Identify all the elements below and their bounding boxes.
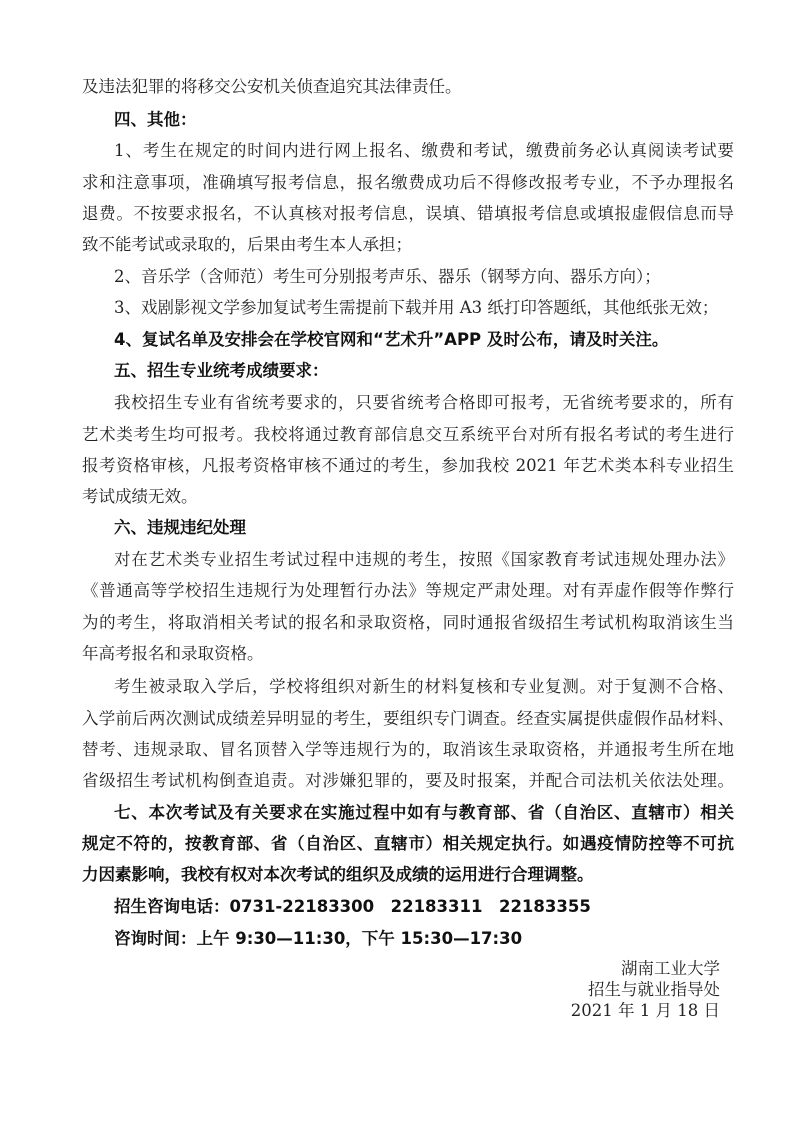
paragraph-line: 入学前后两次测试成绩差异明显的考生，要组织专门调查。经查实属提供虚假作品材料、 [82,709,734,728]
section-heading-score: 五、招生专业统考成绩要求： [114,361,329,380]
paragraph-line: 考试成绩无效。 [82,487,198,506]
paragraph-line: 对在艺术类专业招生考试过程中违规的考生，按照《国家教育考试违规处理办法》 [114,550,734,569]
signature-office: 招生与就业指导处 [588,980,720,999]
signature-university: 湖南工业大学 [621,959,720,978]
contact-phone: 招生咨询电话：0731-22183300 22183311 22183355 [114,897,591,916]
contact-hours: 咨询时间：上午 9:30—11:30，下午 15:30—17:30 [114,929,523,948]
paragraph-line: 我校招生专业有省统考要求的，只要省统考合格即可报考，无省统考要求的，所有 [114,393,734,412]
paragraph-line: 退费。不按要求报名，不认真核对报考信息，误填、错填报考信息或填报虚假信息而导 [82,204,734,223]
paragraph-line: 3、戏剧影视文学参加复试考生需提前下载并用 A3 纸打印答题纸，其他纸张无效； [114,298,719,317]
paragraph-line-bold: 力因素影响，我校有权对本次考试的组织及成绩的运用进行合理调整。 [82,865,594,884]
paragraph-line: 替考、违规录取、冒名顶替入学等违规行为的，取消该生录取资格，并通报考生所在地 [82,740,734,759]
paragraph-line: 考生被录取入学后，学校将组织对新生的材料复核和专业复测。对于复测不合格、 [114,677,734,696]
paragraph-line-bold: 规定不符的，按教育部、省（自治区、直辖市）相关规定执行。如遇疫情防控等不可抗 [82,834,734,853]
paragraph-line: 《普通高等学校招生违规行为处理暂行办法》等规定严肃处理。对有弄虚作假等作弊行 [82,581,734,600]
paragraph-line: 1、考生在规定的时间内进行网上报名、缴费和考试，缴费前务必认真阅读考试要 [114,141,734,160]
paragraph-line: 为的考生，将取消相关考试的报名和录取资格，同时通报省级招生考试机构取消该生当 [82,613,734,632]
paragraph-line: 求和注意事项，准确填写报考信息，报名缴费成功后不得修改报考专业，不予办理报名 [82,173,734,192]
paragraph-line: 艺术类考生均可报考。我校将通过教育部信息交互系统平台对所有报名考试的考生进行 [82,425,734,444]
section-heading-adjustment: 七、本次考试及有关要求在实施过程中如有与教育部、省（自治区、直辖市）相关 [114,803,734,822]
section-heading-violation: 六、违规违纪处理 [114,518,246,537]
notice-bold-line: 4、复试名单及安排会在学校官网和“艺术升”APP 及时公布，请及时关注。 [114,330,669,349]
paragraph-line: 致不能考试或录取的，后果由考生本人承担； [82,235,412,254]
paragraph-line: 报考资格审核，凡报考资格审核不通过的考生，参加我校 2021 年艺术类本科专业招生 [82,456,734,475]
section-heading-other: 四、其他： [114,110,197,129]
signature-date: 2021 年 1 月 18 日 [570,1001,720,1020]
paragraph-line: 2、音乐学（含师范）考生可分别报考声乐、器乐（钢琴方向、器乐方向）； [114,267,661,286]
paragraph-line: 年高考报名和录取资格。 [82,644,264,663]
paragraph-line: 及违法犯罪的将移交公安机关侦查追究其法律责任。 [82,77,462,96]
paragraph-line: 省级招生考试机构倒查追责。对涉嫌犯罪的，要及时报案，并配合司法机关依法处理。 [82,771,734,790]
